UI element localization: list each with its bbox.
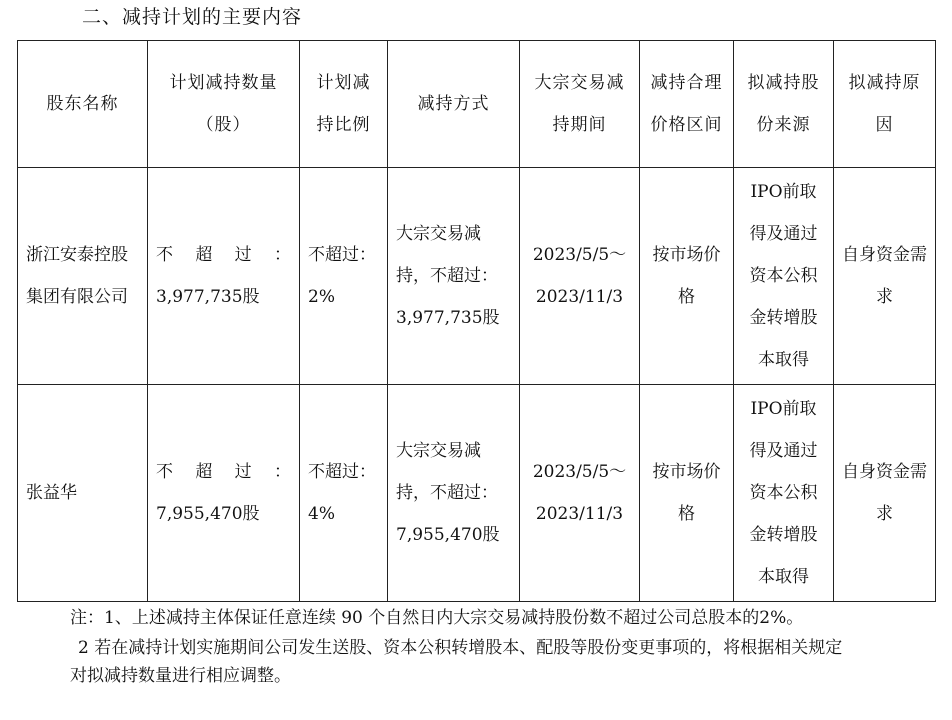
quantity-prefix: 不 超 过 ： [156, 245, 291, 265]
source-cell: IPO前取得及通过资本公积金转增股本取得 [734, 385, 834, 602]
header-planned-ratio: 计划减持比例 [300, 41, 388, 168]
header-method: 减持方式 [388, 41, 520, 168]
header-planned-quantity: 计划减持数量（股） [148, 41, 300, 168]
price-cell: 按市场价格 [640, 385, 734, 602]
table-row [18, 385, 936, 602]
note-1: 注：1、上述减持主体保证任意连续 90 个自然日内大宗交易减持股份数不超过公司总股本的2%。 [70, 608, 804, 628]
source-cell: IPO前取得及通过资本公积金转增股本取得 [734, 168, 834, 385]
ratio-cell [300, 385, 388, 602]
period-cell: 2023/5/5～2023/11/3 [520, 385, 640, 602]
ratio-prefix: 不超过： [308, 462, 376, 482]
quantity-cell [148, 168, 300, 385]
shareholder-name-cell: 浙江安泰控股集团有限公司 [18, 168, 148, 385]
note-2: 2 若在减持计划实施期间公司发生送股、资本公积转增股本、配股等股份变更事项的，将根据相关规定对拟减持数量进行相应调整。 [70, 638, 843, 686]
reduction-plan-table [17, 40, 936, 602]
ratio-value: 2% [308, 287, 335, 307]
period-cell: 2023/5/5～2023/11/3 [520, 168, 640, 385]
header-reason: 拟减持原因 [834, 41, 936, 168]
ratio-value: 4% [308, 504, 335, 524]
header-period: 大宗交易减持期间 [520, 41, 640, 168]
header-share-source: 拟减持股份来源 [734, 41, 834, 168]
quantity-cell [148, 385, 300, 602]
ratio-prefix: 不超过： [308, 245, 376, 265]
reason-cell: 自身资金需求 [834, 385, 936, 602]
table-row [18, 168, 936, 385]
quantity-value: 7,955,470股 [156, 504, 260, 524]
table-header-row [18, 41, 936, 168]
price-cell: 按市场价格 [640, 168, 734, 385]
section-heading: 二、减持计划的主要内容 [82, 6, 303, 28]
ratio-cell [300, 168, 388, 385]
shareholder-name-cell: 张益华 [18, 385, 148, 602]
header-price-range: 减持合理价格区间 [640, 41, 734, 168]
quantity-value: 3,977,735股 [156, 287, 260, 307]
method-cell: 大宗交易减持，不超过：3,977,735股 [388, 168, 520, 385]
header-shareholder-name: 股东名称 [18, 41, 148, 168]
reason-cell: 自身资金需求 [834, 168, 936, 385]
quantity-prefix: 不 超 过 ： [156, 462, 291, 482]
notes-section [70, 604, 850, 690]
method-cell: 大宗交易减持，不超过：7,955,470股 [388, 385, 520, 602]
